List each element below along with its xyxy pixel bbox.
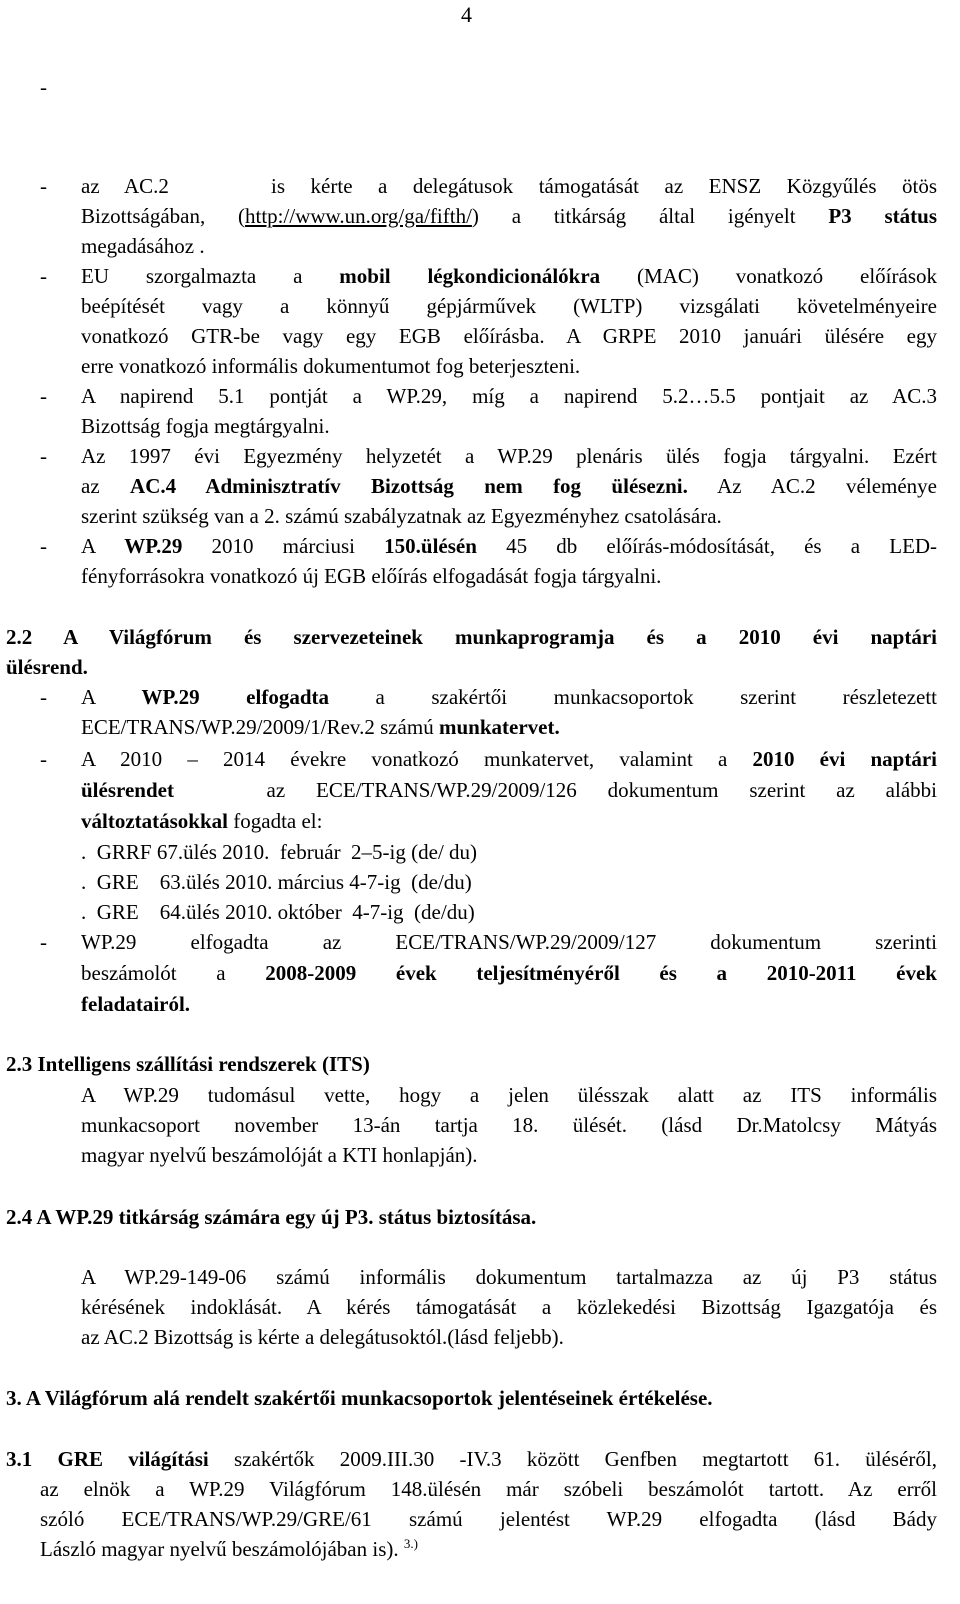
list-item-line: beszámolót a 2008-2009 évek teljesítményéről és a 2010-2011 évek bbox=[81, 961, 937, 985]
schedule-item: . GRRF 67.ülés 2010. február 2–5-ig (de/ du) bbox=[81, 840, 478, 864]
paragraph-line: az elnök a WP.29 Világfórum 148.ülésén már szóbeli beszámolót tartott. Az erről bbox=[40, 1477, 937, 1501]
section-heading-3: 3. A Világfórum alá rendelt szakértői munkacsoportok jelentéseinek értékelése. bbox=[6, 1386, 713, 1410]
page-number: 4 bbox=[461, 2, 472, 27]
section-heading-2-2-cont: ülésrend. bbox=[6, 655, 88, 679]
list-item-line: szerint szükség van a 2. számú szabályzatnak az Egyezményhez csatolására. bbox=[81, 504, 722, 528]
list-item-line: változtatásokkal fogadta el: bbox=[81, 809, 323, 833]
list-dash: - bbox=[40, 384, 47, 408]
list-item-line: EU szorgalmazta a mobil légkondicionálókra (MAC) vonatkozó előírások bbox=[81, 264, 937, 288]
list-item-line: fényforrásokra vonatkozó új EGB előírás elfogadását fogja tárgyalni. bbox=[81, 564, 662, 588]
list-item-line: Bizottság fogja megtárgyalni. bbox=[81, 414, 330, 438]
section-heading-2-3: 2.3 Intelligens szállítási rendszerek (ITS) bbox=[6, 1052, 370, 1076]
list-item-line: beépítését vagy a könnyű gépjárművek (WLTP) vizsgálati követelményeire bbox=[81, 294, 937, 318]
list-item-line: Az 1997 évi Egyezmény helyzetét a WP.29 plenáris ülés fogja tárgyalni. Ezért bbox=[81, 444, 937, 468]
paragraph-line: László magyar nyelvű beszámolójában is). $^{3.)}$ bbox=[40, 1536, 418, 1561]
section-heading-2-2: 2.2 A Világfórum és szervezeteinek munkaprogramja és a 2010 évi naptári bbox=[6, 625, 937, 649]
list-item-line: A napirend 5.1 pontját a WP.29, míg a napirend 5.2…5.5 pontjait az AC.3 bbox=[81, 384, 937, 408]
list-item-line: erre vonatkozó informális dokumentumot fog beterjeszteni. bbox=[81, 354, 581, 378]
list-item-line: az AC.2 is kérte a delegátusok támogatását az ENSZ Közgyűlés ötös bbox=[81, 174, 937, 198]
list-dash: - bbox=[40, 930, 47, 954]
fifth-committee-link[interactable]: http://www.un.org/ga/fifth/ bbox=[245, 204, 472, 228]
schedule-item: . GRE 63.ülés 2010. március 4-7-ig (de/du) bbox=[81, 870, 472, 894]
list-dash: - bbox=[40, 747, 47, 771]
list-dash: - bbox=[40, 685, 47, 709]
paragraph-line: 3.1 GRE világítási szakértők 2009.III.30 -IV.3 között Genfben megtartott 61. üléséről, bbox=[6, 1447, 937, 1471]
paragraph-line: az AC.2 Bizottság is kérte a delegátusoktól.(lásd feljebb). bbox=[81, 1325, 564, 1349]
list-item-line: A WP.29 elfogadta a szakértői munkacsoportok szerint részletezett bbox=[81, 685, 937, 709]
list-item-line: A WP.29 2010 márciusi 150.ülésén 45 db előírás-módosítását, és a LED- bbox=[81, 534, 937, 558]
paragraph-line: szóló ECE/TRANS/WP.29/GRE/61 számú jelentést WP.29 elfogadta (lásd Bády bbox=[40, 1507, 937, 1531]
list-item-line: ECE/TRANS/WP.29/2009/1/Rev.2 számú munkatervet. bbox=[81, 715, 560, 739]
list-item-line: A 2010 – 2014 évekre vonatkozó munkatervet, valamint a 2010 évi naptári bbox=[81, 747, 937, 771]
list-dash: - bbox=[40, 174, 47, 198]
paragraph-line: magyar nyelvű beszámolóját a KTI honlapján). bbox=[81, 1143, 478, 1167]
list-dash: - bbox=[40, 444, 47, 468]
section-heading-2-4: 2.4 A WP.29 titkárság számára egy új P3. státus biztosítása. bbox=[6, 1205, 537, 1229]
list-item-line: WP.29 elfogadta az ECE/TRANS/WP.29/2009/127 dokumentum szerinti bbox=[81, 930, 937, 954]
list-item-line: az AC.4 Adminisztratív Bizottság nem fog ülésezni. Az AC.2 véleménye bbox=[81, 474, 937, 498]
footnote-ref: 3.) bbox=[403, 1536, 418, 1551]
stray-dash: - bbox=[40, 75, 47, 99]
paragraph-line: A WP.29 tudomásul vette, hogy a jelen ülésszak alatt az ITS informális bbox=[81, 1083, 937, 1107]
list-dash: - bbox=[40, 264, 47, 288]
paragraph-line: munkacsoport november 13-án tartja 18. ülését. (lásd Dr.Matolcsy Mátyás bbox=[81, 1113, 937, 1137]
paragraph-line: A WP.29-149-06 számú informális dokumentum tartalmazza az új P3 státus bbox=[81, 1265, 937, 1289]
paragraph-line: kérésének indoklását. A kérés támogatását a közlekedési Bizottság Igazgatója és bbox=[81, 1295, 937, 1319]
list-item-line: ülésrendet az ECE/TRANS/WP.29/2009/126 dokumentum szerint az alábbi bbox=[81, 778, 937, 802]
list-item-line: Bizottságában, (http://www.un.org/ga/fifth/) a titkárság által igényelt P3 státus bbox=[81, 204, 937, 228]
list-item-line: vonatkozó GTR-be vagy egy EGB előírásba. A GRPE 2010 januári ülésére egy bbox=[81, 324, 937, 348]
list-dash: - bbox=[40, 534, 47, 558]
schedule-item: . GRE 64.ülés 2010. október 4-7-ig (de/du) bbox=[81, 900, 475, 924]
list-item-line: megadásához . bbox=[81, 234, 205, 258]
list-item-line: feladatairól. bbox=[81, 992, 191, 1016]
